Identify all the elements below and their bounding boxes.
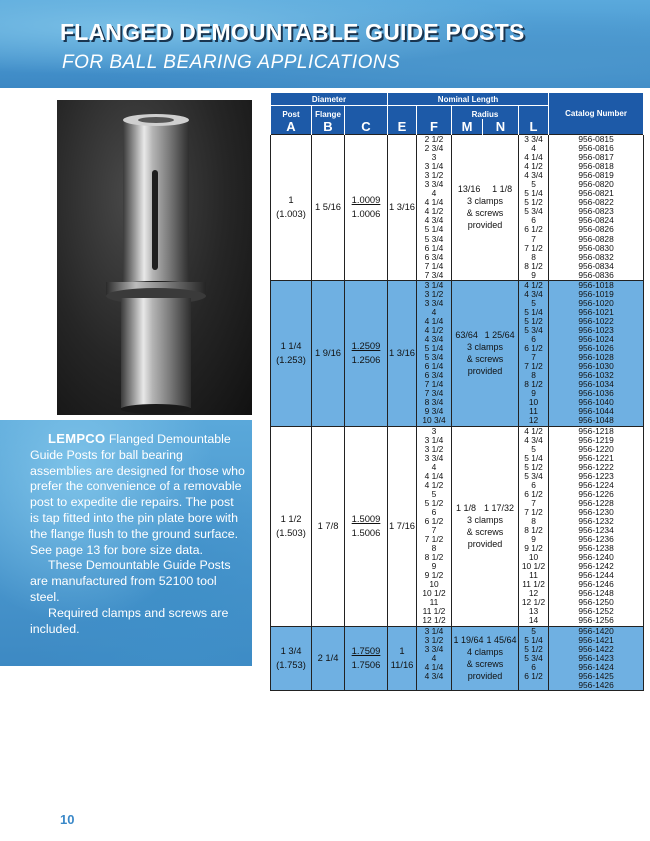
header-catalog-number: Catalog Number <box>549 93 644 135</box>
header-blank-l <box>519 106 549 120</box>
guide-post-table <box>270 93 644 691</box>
catalog-number: 956-1044 <box>578 406 614 417</box>
clamp-note: & screws <box>466 527 504 538</box>
c-max: 1.5009 <box>351 513 381 525</box>
l-value: 8 1/2 <box>524 379 543 390</box>
catalog-number: 956-1252 <box>578 606 614 617</box>
f-value: 8 <box>431 543 437 554</box>
catalog-number: 956-0823 <box>578 206 614 217</box>
f-value: 3 <box>431 152 437 163</box>
f-length-list <box>417 135 452 281</box>
col-f: F <box>417 119 452 135</box>
f-value: 4 <box>431 461 437 472</box>
clamp-note: & screws <box>466 208 504 219</box>
catalog-number: 956-1218 <box>578 425 614 436</box>
f-value: 7 3/4 <box>424 388 444 399</box>
catalog-number: 956-1234 <box>578 525 614 536</box>
f-value: 3 3/4 <box>424 297 444 308</box>
f-value: 7 3/4 <box>424 269 444 280</box>
col-e: E <box>388 119 417 135</box>
e-length-cell <box>388 626 417 690</box>
radius-cell <box>452 426 519 626</box>
description-para-3: Required clamps and screws are included. <box>30 605 229 636</box>
catalog-number: 956-0819 <box>578 170 614 181</box>
f-value: 3 3/4 <box>424 643 444 654</box>
l-value: 3 3/4 <box>524 134 543 144</box>
catalog-number: 956-1236 <box>578 534 614 545</box>
clamp-note: 3 clamps <box>466 196 503 207</box>
post-diameter: 1 3/4 <box>280 645 302 657</box>
flange-diameter: 1 9/16 <box>314 347 342 359</box>
description-panel <box>0 420 252 666</box>
l-value: 9 <box>531 269 536 280</box>
l-value: 10 <box>528 397 539 408</box>
radius-n: 1 17/32 <box>483 503 515 514</box>
l-value: 6 1/2 <box>524 670 543 681</box>
l-value: 6 1/2 <box>524 224 543 235</box>
catalog-number: 956-1242 <box>578 561 614 572</box>
f-value: 10 <box>429 579 439 590</box>
col-a: A <box>271 119 312 135</box>
f-value: 3 3/4 <box>424 452 444 463</box>
post-diameter-cell <box>271 135 312 281</box>
f-value: 11 <box>429 597 439 608</box>
l-value: 9 <box>531 388 536 399</box>
l-value: 8 <box>531 251 536 262</box>
l-value: 5 1/4 <box>524 634 543 645</box>
clamp-note: 4 clamps <box>466 647 503 658</box>
f-value: 4 1/2 <box>424 479 444 490</box>
f-value: 4 1/4 <box>424 315 444 326</box>
table-row <box>271 135 644 281</box>
f-value: 4 1/4 <box>424 470 444 481</box>
l-value: 4 1/2 <box>524 161 543 172</box>
l-value: 11 <box>529 570 538 581</box>
group-header-nominal-length: Nominal Length <box>388 93 549 106</box>
l-value: 4 1/2 <box>524 425 543 436</box>
page-title: FLANGED DEMOUNTABLE GUIDE POSTS <box>60 19 525 45</box>
header-banner <box>0 0 650 88</box>
f-length-list <box>417 626 452 690</box>
radius-n: 1 1/8 <box>492 184 513 195</box>
catalog-number: 956-0826 <box>578 224 614 235</box>
flange-diameter-cell <box>312 626 345 690</box>
catalog-number: 956-1232 <box>578 515 614 526</box>
l-value: 6 <box>531 215 536 226</box>
f-value: 4 3/4 <box>424 215 444 226</box>
f-value: 5 3/4 <box>424 233 444 244</box>
catalog-number: 956-0832 <box>578 251 614 262</box>
l-value: 5 <box>531 179 536 190</box>
catalog-number: 956-1244 <box>578 570 614 581</box>
c-diameter-cell <box>345 280 388 426</box>
catalog-number: 956-0815 <box>578 134 614 144</box>
c-min: 1.2506 <box>351 354 381 366</box>
l-value: 7 <box>531 497 536 508</box>
f-value: 4 1/2 <box>424 324 444 335</box>
f-value: 3 3/4 <box>424 179 444 190</box>
l-length-list <box>519 426 549 626</box>
catalog-number-list <box>549 426 644 626</box>
f-value: 4 1/4 <box>424 661 444 672</box>
catalog-number: 956-1048 <box>578 415 614 426</box>
col-b: B <box>312 119 345 135</box>
l-value: 4 3/4 <box>524 170 543 181</box>
brand-name: LEMPCO <box>48 431 106 446</box>
f-value: 4 1/4 <box>424 197 444 208</box>
l-value: 4 <box>531 143 536 154</box>
flange-diameter: 1 7/8 <box>317 520 339 532</box>
catalog-number: 956-1228 <box>578 497 614 508</box>
catalog-number: 956-1022 <box>578 315 614 326</box>
l-value: 4 1/2 <box>524 279 543 290</box>
description-text <box>30 431 245 637</box>
table-row <box>271 626 644 690</box>
radius-m: 13/16 <box>457 184 481 195</box>
f-value: 7 1/2 <box>424 534 444 545</box>
f-value: 3 1/2 <box>424 288 444 299</box>
l-length-list <box>519 280 549 426</box>
l-value: 4 1/4 <box>524 152 543 163</box>
product-photo <box>57 100 252 415</box>
col-c: C <box>345 119 388 135</box>
post-diameter-cell <box>271 280 312 426</box>
catalog-number: 956-1250 <box>578 597 614 608</box>
l-value: 5 1/4 <box>524 306 543 317</box>
catalog-number: 956-0834 <box>578 260 614 271</box>
l-value: 12 <box>528 588 539 599</box>
f-value: 2 1/2 <box>424 134 444 144</box>
catalog-number: 956-0830 <box>578 242 614 253</box>
clamp-note: provided <box>467 539 503 550</box>
radius-m: 1 1/8 <box>455 503 477 514</box>
l-value: 5 1/4 <box>524 452 543 463</box>
catalog-number: 956-1040 <box>578 397 614 408</box>
e-length: 1 3/16 <box>388 347 416 359</box>
l-value: 5 1/2 <box>524 643 543 654</box>
catalog-number: 956-1223 <box>578 470 614 481</box>
l-value: 7 1/2 <box>524 242 543 253</box>
clamp-note: provided <box>467 366 503 377</box>
f-value: 5 <box>431 488 437 499</box>
table-row <box>271 280 644 426</box>
radius-cell <box>452 280 519 426</box>
catalog-number: 956-1221 <box>578 452 614 463</box>
l-value: 5 3/4 <box>524 206 543 217</box>
l-value: 5 <box>531 625 536 636</box>
catalog-number: 956-1032 <box>578 370 614 381</box>
header-post: Post <box>271 106 312 120</box>
l-value: 4 3/4 <box>524 288 543 299</box>
l-value: 7 1/2 <box>524 506 543 517</box>
post-diameter-decimal: (1.253) <box>276 354 306 366</box>
f-value: 3 1/4 <box>424 161 444 172</box>
catalog-number: 956-1248 <box>578 588 614 599</box>
catalog-number: 956-1230 <box>578 506 614 517</box>
header-flange: Flange <box>312 106 345 120</box>
description-para-2: These Demountable Guide Posts are manufactured from 52100 tool steel. <box>30 558 231 604</box>
clamp-note: provided <box>467 220 503 231</box>
f-value: 4 3/4 <box>424 670 444 681</box>
f-value: 3 1/4 <box>424 434 444 445</box>
l-value: 6 1/2 <box>524 488 543 499</box>
catalog-number: 956-1424 <box>578 661 614 672</box>
clamp-note: 3 clamps <box>466 515 503 526</box>
l-length-list <box>519 626 549 690</box>
e-length: 1 11/16 <box>390 645 414 671</box>
l-value: 5 <box>531 443 536 454</box>
catalog-number: 956-0818 <box>578 161 614 172</box>
post-diameter-cell <box>271 426 312 626</box>
l-value: 6 <box>531 479 536 490</box>
post-diameter-decimal: (1.753) <box>276 659 306 671</box>
clamp-note: & screws <box>466 354 504 365</box>
c-min: 1.5006 <box>351 527 381 539</box>
catalog-number: 956-1420 <box>578 625 614 636</box>
flange-diameter-cell <box>312 135 345 281</box>
catalog-number: 956-1018 <box>578 279 614 290</box>
f-value: 4 <box>431 188 437 199</box>
c-min: 1.0006 <box>351 208 381 220</box>
catalog-number: 956-1021 <box>578 306 614 317</box>
f-value: 5 1/4 <box>424 224 444 235</box>
f-value: 4 <box>431 652 437 663</box>
flange-diameter: 1 5/16 <box>314 201 342 213</box>
flange-diameter-cell <box>312 280 345 426</box>
catalog-number: 956-1028 <box>578 352 614 363</box>
post-diameter: 1 1/4 <box>280 340 302 352</box>
f-value: 9 3/4 <box>424 406 444 417</box>
catalog-number: 956-1222 <box>578 461 614 472</box>
catalog-number: 956-1036 <box>578 388 614 399</box>
f-value: 4 3/4 <box>424 334 444 345</box>
f-value: 3 <box>431 425 437 436</box>
radius-values <box>452 329 518 341</box>
f-value: 6 1/4 <box>424 242 444 253</box>
catalog-number: 956-0828 <box>578 233 614 244</box>
l-value: 11 1/2 <box>522 579 545 590</box>
catalog-number: 956-0836 <box>578 269 614 280</box>
catalog-number: 956-1019 <box>578 288 614 299</box>
clamp-note: & screws <box>466 659 504 670</box>
header-radius: Radius <box>452 106 519 120</box>
e-length-cell <box>388 135 417 281</box>
f-value: 6 1/2 <box>424 515 444 526</box>
l-value: 12 1/2 <box>521 597 546 608</box>
l-value: 6 <box>531 334 536 345</box>
catalog-number: 956-1422 <box>578 643 614 654</box>
l-value: 9 1/2 <box>524 543 543 554</box>
header-blank-f <box>417 106 452 120</box>
radius-cell <box>452 135 519 281</box>
f-value: 5 1/4 <box>424 343 444 354</box>
f-value: 5 3/4 <box>424 352 444 363</box>
l-value: 7 <box>531 352 536 363</box>
f-value: 3 1/2 <box>424 170 444 181</box>
f-value: 5 1/2 <box>424 497 444 508</box>
l-value: 5 1/4 <box>524 188 543 199</box>
col-l: L <box>519 119 549 135</box>
page-subtitle: FOR BALL BEARING APPLICATIONS <box>62 52 401 73</box>
c-max: 1.0009 <box>351 194 381 206</box>
e-length-cell <box>388 426 417 626</box>
radius-cell <box>452 626 519 690</box>
f-value: 3 1/4 <box>424 625 444 636</box>
table-body <box>271 135 644 691</box>
c-diameter-cell <box>345 626 388 690</box>
l-value: 7 <box>531 233 536 244</box>
l-value: 13 <box>528 606 539 617</box>
catalog-number: 956-0816 <box>578 143 614 154</box>
catalog-number: 956-1426 <box>578 679 614 690</box>
catalog-number: 956-1224 <box>578 479 614 490</box>
header-blank-c <box>345 106 388 120</box>
f-value: 10 3/4 <box>422 415 446 426</box>
l-value: 10 <box>528 552 539 563</box>
f-value: 4 <box>431 306 437 317</box>
catalog-number: 956-1421 <box>578 634 614 645</box>
f-value: 3 1/4 <box>424 279 444 290</box>
catalog-number: 956-0821 <box>578 188 614 199</box>
c-min: 1.7506 <box>351 659 381 671</box>
e-length-cell <box>388 280 417 426</box>
l-value: 10 1/2 <box>521 561 546 572</box>
l-value: 8 <box>531 370 536 381</box>
post-diameter: 1 <box>288 194 294 206</box>
l-value: 12 <box>528 415 539 426</box>
f-value: 3 1/2 <box>424 634 444 645</box>
catalog-number: 956-1246 <box>578 579 614 590</box>
catalog-number: 956-0824 <box>578 215 614 226</box>
l-value: 8 1/2 <box>524 260 543 271</box>
post-diameter-decimal: (1.503) <box>276 527 306 539</box>
l-value: 5 3/4 <box>524 652 543 663</box>
clamp-note: 3 clamps <box>466 342 503 353</box>
f-value: 9 1/2 <box>424 570 444 581</box>
catalog-number: 956-1256 <box>578 615 614 626</box>
f-length-list <box>417 280 452 426</box>
catalog-number: 956-1030 <box>578 361 614 372</box>
catalog-number-list <box>549 626 644 690</box>
radius-m: 63/64 <box>455 330 478 341</box>
page-number: 10 <box>60 812 75 827</box>
catalog-number: 956-1023 <box>578 324 614 335</box>
catalog-number: 956-1219 <box>578 434 614 445</box>
radius-values <box>452 502 518 514</box>
header-blank-e <box>388 106 417 120</box>
f-value: 8 3/4 <box>424 397 444 408</box>
c-max: 1.7509 <box>351 645 381 657</box>
l-value: 5 1/2 <box>524 461 543 472</box>
l-value: 9 <box>531 534 536 545</box>
radius-n: 1 25/64 <box>484 330 515 341</box>
col-m: M <box>452 119 483 135</box>
f-value: 4 1/2 <box>424 206 444 217</box>
catalog-number: 956-1238 <box>578 543 614 554</box>
f-value: 3 1/2 <box>424 443 444 454</box>
e-length: 1 3/16 <box>388 201 416 213</box>
l-value: 4 3/4 <box>524 434 543 445</box>
post-diameter-cell <box>271 626 312 690</box>
catalog-number: 956-0822 <box>578 197 614 208</box>
catalog-number: 956-1020 <box>578 297 614 308</box>
description-para-1: Flanged Demountable Guide Posts for ball bearing assemblies are designed for those who prefer the convenience of a removable post to expedite die repairs. The post is tap fitted into the pin plate bore with the flange flush to the ground surface. See page 13 for bore size data. <box>30 432 245 557</box>
catalog-number: 956-1226 <box>578 488 614 499</box>
f-value: 8 1/2 <box>424 552 444 563</box>
l-value: 5 1/2 <box>524 315 543 326</box>
l-value: 7 1/2 <box>524 361 543 372</box>
f-length-list <box>417 426 452 626</box>
catalog-number: 956-1034 <box>578 379 614 390</box>
f-value: 6 3/4 <box>424 251 444 262</box>
radius-values <box>452 634 518 646</box>
catalog-number: 956-1024 <box>578 334 614 345</box>
catalog-number: 956-1026 <box>578 343 614 354</box>
table-row <box>271 426 644 626</box>
catalog-number: 956-0820 <box>578 179 614 190</box>
c-diameter-cell <box>345 135 388 281</box>
flange-diameter: 2 1/4 <box>317 652 339 664</box>
l-value: 6 1/2 <box>524 343 543 354</box>
f-value: 7 1/4 <box>424 379 444 390</box>
l-value: 8 <box>531 515 536 526</box>
l-value: 5 <box>531 297 536 308</box>
f-value: 2 3/4 <box>424 143 444 154</box>
radius-n: 1 45/64 <box>486 635 517 646</box>
c-max: 1.2509 <box>351 340 381 352</box>
l-value: 5 3/4 <box>524 470 543 481</box>
f-value: 9 <box>431 561 437 572</box>
l-value: 6 <box>531 661 536 672</box>
group-header-diameter: Diameter <box>271 93 388 106</box>
f-value: 11 1/2 <box>422 606 446 617</box>
l-value: 8 1/2 <box>524 525 543 536</box>
catalog-number-list <box>549 280 644 426</box>
e-length: 1 7/16 <box>388 520 416 532</box>
f-value: 6 3/4 <box>424 370 444 381</box>
catalog-number: 956-0817 <box>578 152 614 163</box>
radius-m: 1 19/64 <box>453 635 484 646</box>
catalog-number: 956-1220 <box>578 443 614 454</box>
l-length-list <box>519 135 549 281</box>
post-diameter: 1 1/2 <box>280 513 302 525</box>
l-value: 11 <box>529 406 538 417</box>
l-value: 5 3/4 <box>524 324 543 335</box>
post-diameter-decimal: (1.003) <box>276 208 306 220</box>
l-value: 14 <box>528 615 539 626</box>
f-value: 12 1/2 <box>422 615 446 626</box>
catalog-number: 956-1240 <box>578 552 614 563</box>
catalog-number: 956-1425 <box>578 670 614 681</box>
radius-values <box>452 183 518 195</box>
f-value: 10 1/2 <box>422 588 446 599</box>
f-value: 6 <box>431 506 437 517</box>
flange-diameter-cell <box>312 426 345 626</box>
f-value: 7 1/4 <box>424 260 444 271</box>
col-n: N <box>483 119 519 135</box>
f-value: 7 <box>431 525 437 536</box>
clamp-note: provided <box>467 671 503 682</box>
f-value: 6 1/4 <box>424 361 444 372</box>
c-diameter-cell <box>345 426 388 626</box>
l-value: 5 1/2 <box>524 197 543 208</box>
catalog-number-list <box>549 135 644 281</box>
catalog-number: 956-1423 <box>578 652 614 663</box>
